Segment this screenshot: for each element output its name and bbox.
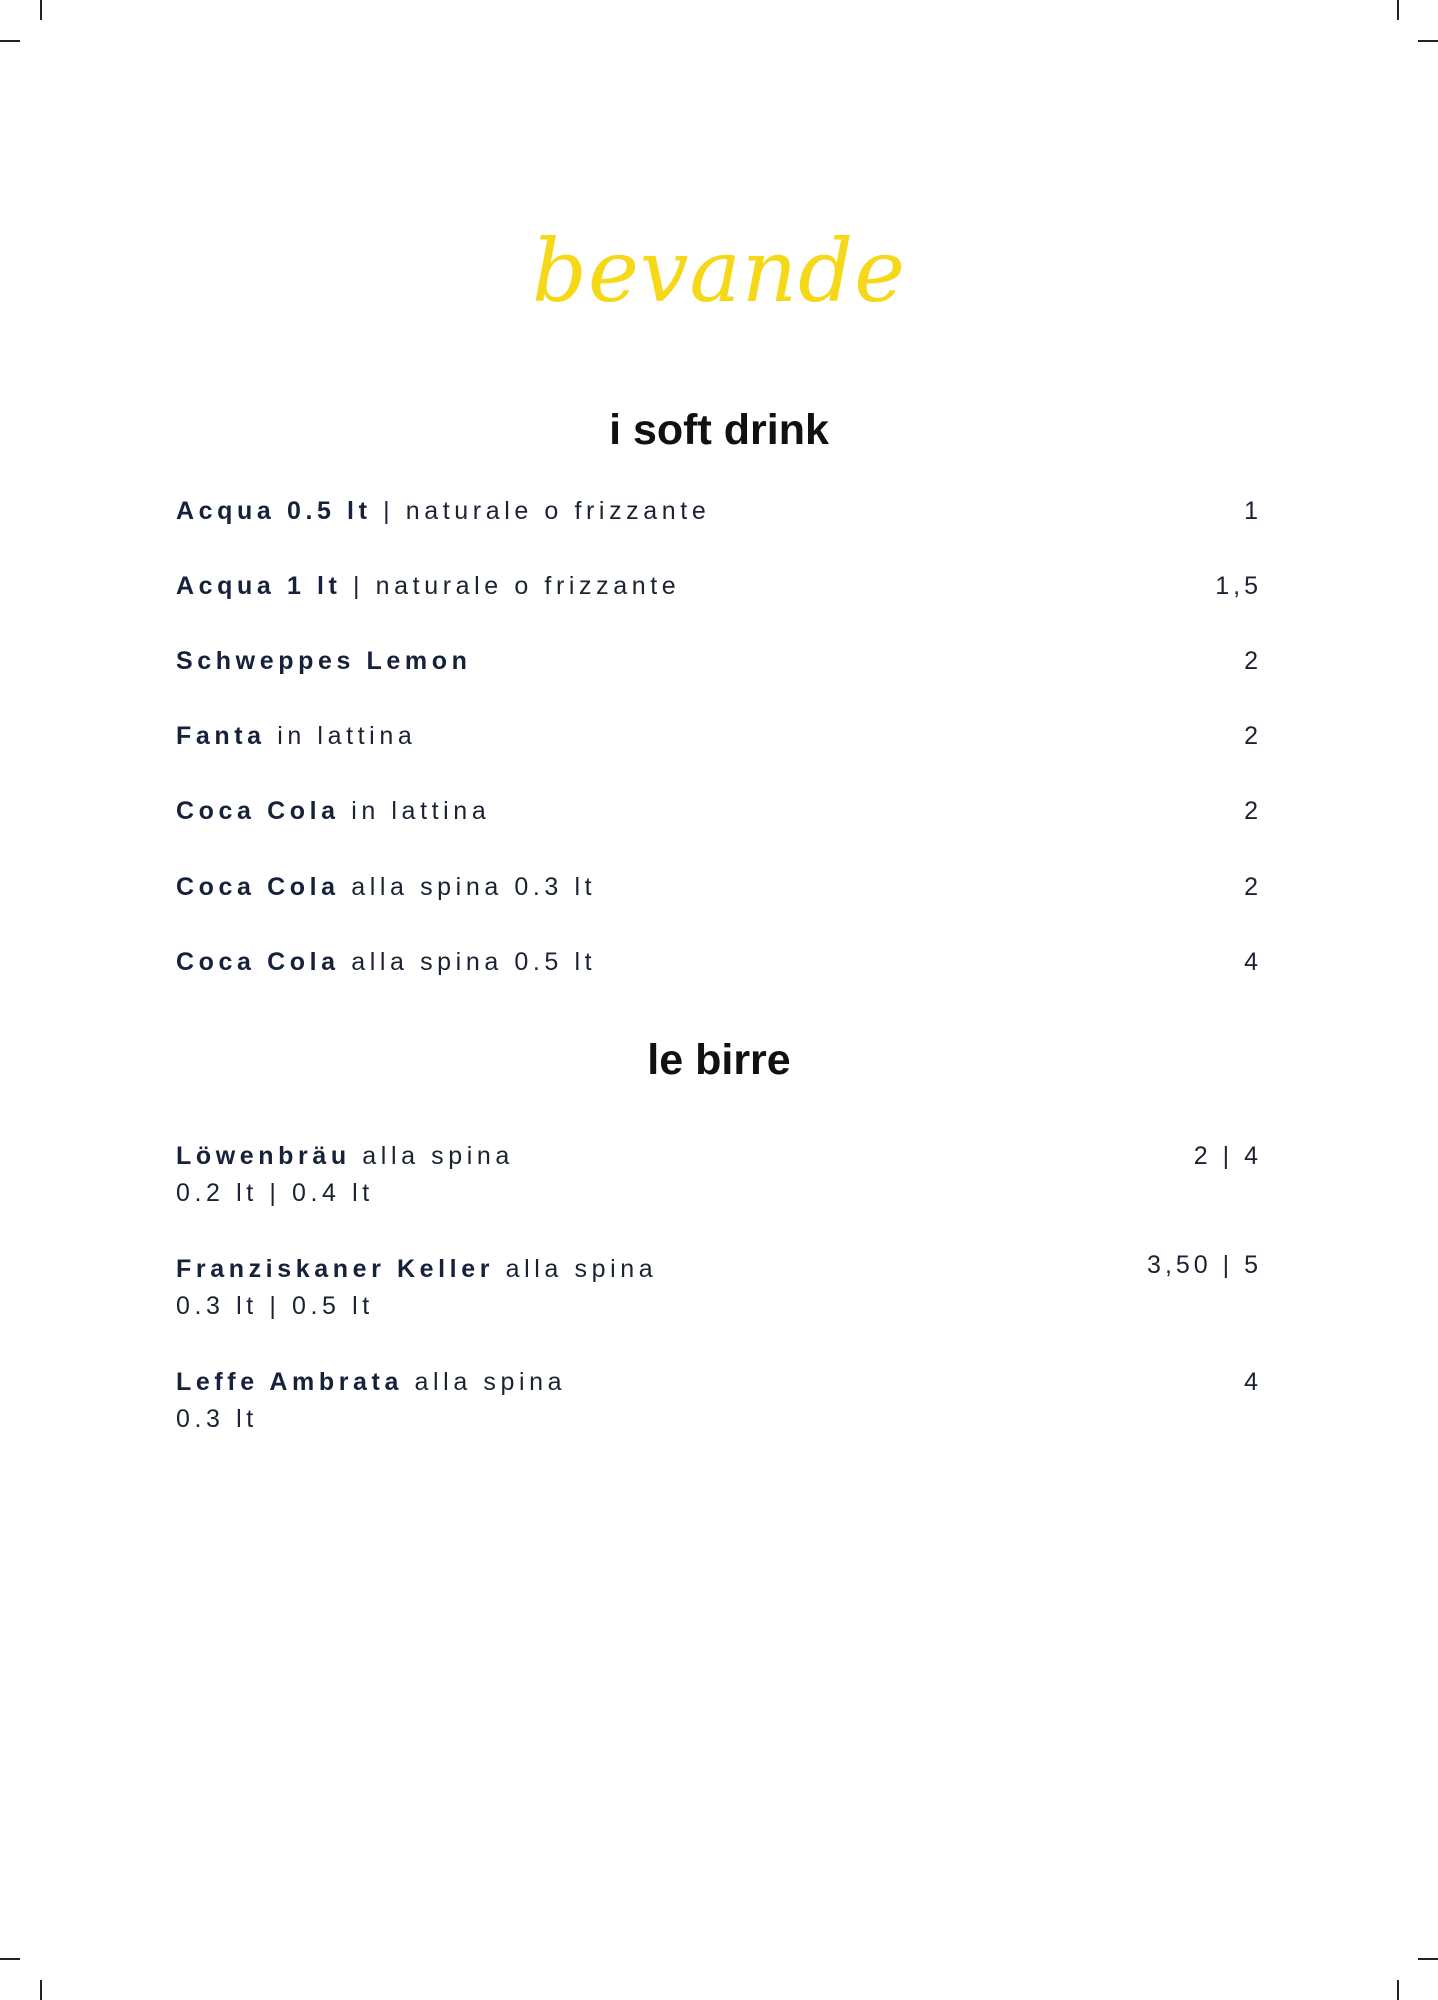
item-price: 2 [1244,722,1262,750]
menu-item [176,869,1262,906]
crop-mark [40,0,42,20]
item-name: Schweppes Lemon [176,647,472,675]
crop-mark [1418,40,1438,42]
item-description: alla spina 0.5 lt [339,948,597,976]
crop-mark [40,1980,42,2000]
item-sizes: 0.3 lt [176,1405,258,1433]
crop-mark [1418,1958,1438,1960]
item-name: Fanta [176,722,266,750]
item-name: Leffe Ambrata [176,1368,403,1396]
item-price: 1 [1244,497,1262,525]
menu-item [176,793,1262,830]
item-price: 2 | 4 [1193,1142,1262,1170]
section-heading-soft-drinks: i soft drink [609,406,829,454]
item-sizes: 0.2 lt | 0.4 lt [176,1179,374,1207]
menu-item [176,493,1262,530]
crop-mark [1397,1980,1399,2000]
item-price: 1,5 [1215,572,1262,600]
item-description: | naturale o frizzante [371,497,711,525]
item-price: 4 [1244,1368,1262,1396]
item-name: Löwenbräu [176,1142,351,1170]
item-name: Franziskaner Keller [176,1255,495,1283]
item-name: Coca Cola [176,797,340,825]
item-price: 2 [1244,647,1262,675]
item-price: 3,50 | 5 [1147,1251,1262,1279]
item-price: 4 [1244,948,1262,976]
item-description: in lattina [339,797,491,825]
item-description: | naturale o frizzante [341,572,681,600]
item-name: Coca Cola [176,873,340,901]
item-description: alla spina [350,1142,514,1170]
page-title: bevande [531,222,907,322]
item-price: 2 [1244,797,1262,825]
menu-item [176,944,1262,981]
menu-item [176,1364,1262,1438]
menu-item [176,1138,1262,1212]
item-sizes: 0.3 lt | 0.5 lt [176,1292,374,1320]
menu-item [176,718,1262,755]
item-name: Acqua 0.5 lt [176,497,372,525]
item-price: 2 [1244,873,1262,901]
item-description: in lattina [265,722,417,750]
crop-mark [0,1958,20,1960]
crop-mark [0,40,20,42]
crop-mark [1397,0,1399,20]
item-description: alla spina 0.3 lt [339,873,597,901]
item-name: Coca Cola [176,948,340,976]
menu-item [176,643,1262,680]
menu-item [176,568,1262,605]
section-heading-beers: le birre [647,1036,791,1084]
item-name: Acqua 1 lt [176,572,342,600]
item-description: alla spina [494,1255,658,1283]
menu-item [176,1251,1262,1325]
item-description: alla spina [402,1368,567,1396]
